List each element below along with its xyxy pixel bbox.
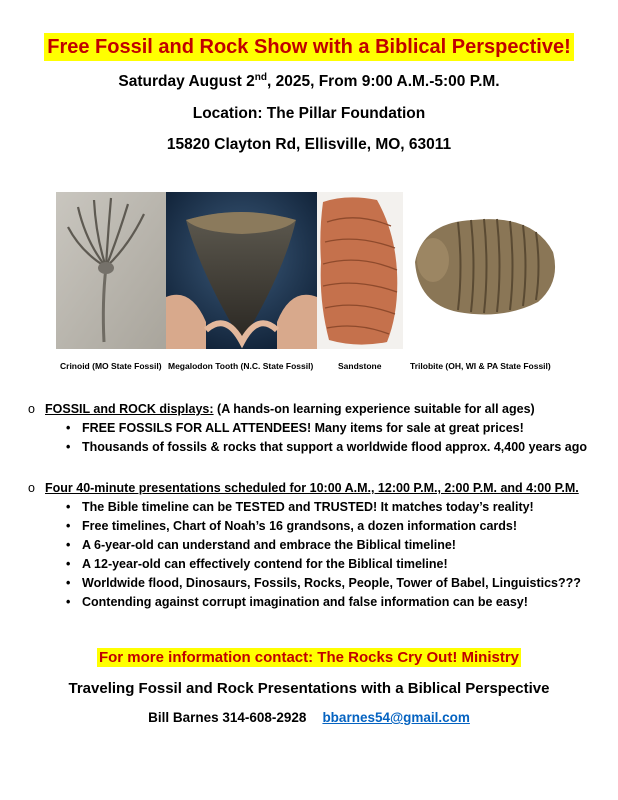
megalodon-tooth-photo	[166, 192, 317, 349]
contact-person: Bill Barnes 314-608-2928	[148, 710, 307, 725]
event-address: 15820 Clayton Rd, Ellisville, MO, 63011	[166, 136, 452, 153]
list-item: • Contending against corrupt imagination and false information can be easy!	[66, 595, 528, 609]
list-item: • Worldwide flood, Dinosaurs, Fossils, Rocks, People, Tower of Babel, Linguistics???	[66, 576, 581, 590]
presentations-heading: o Four 40-minute presentations scheduled for 10:00 A.M., 12:00 P.M., 2:00 P.M. and 4:00 P.M.	[28, 481, 579, 495]
photo-caption: Trilobite (OH, WI & PA State Fossil)	[410, 361, 551, 371]
photo-caption: Crinoid (MO State Fossil)	[60, 361, 162, 371]
event-date: Saturday August 2nd, 2025, From 9:00 A.M.-5:00 P.M.	[118, 71, 500, 90]
page-title: Free Fossil and Rock Show with a Biblical Perspective!	[44, 33, 574, 61]
list-item: • The Bible timeline can be TESTED and TRUSTED! It matches today’s reality!	[66, 500, 534, 514]
photo-caption: Megalodon Tooth (N.C. State Fossil)	[168, 361, 314, 371]
list-item: • Thousands of fossils & rocks that support a worldwide flood approx. 4,400 years ago	[66, 440, 587, 454]
displays-heading: o FOSSIL and ROCK displays: (A hands-on learning experience suitable for all ages)	[28, 402, 535, 416]
crinoid-fossil-photo	[56, 192, 166, 349]
list-item: • A 12-year-old can effectively contend for the Biblical timeline!	[66, 557, 448, 571]
title-banner	[0, 33, 618, 61]
contact-banner	[0, 648, 618, 667]
photo-caption: Sandstone	[338, 361, 382, 371]
tagline: Traveling Fossil and Rock Presentations with a Biblical Perspective	[68, 680, 550, 697]
email-link[interactable]: bbarnes54@gmail.com	[322, 710, 470, 725]
contact-details	[0, 710, 618, 725]
contact-line: For more information contact: The Rocks Cry Out! Ministry	[98, 649, 520, 666]
trilobite-photo	[403, 192, 563, 349]
list-item: • A 6-year-old can understand and embrace the Biblical timeline!	[66, 538, 456, 552]
list-item: • FREE FOSSILS FOR ALL ATTENDEES! Many items for sale at great prices!	[66, 421, 524, 435]
event-location: Location: The Pillar Foundation	[192, 105, 426, 122]
list-item: • Free timelines, Chart of Noah’s 16 grandsons, a dozen information cards!	[66, 519, 518, 533]
sandstone-photo	[317, 192, 403, 349]
